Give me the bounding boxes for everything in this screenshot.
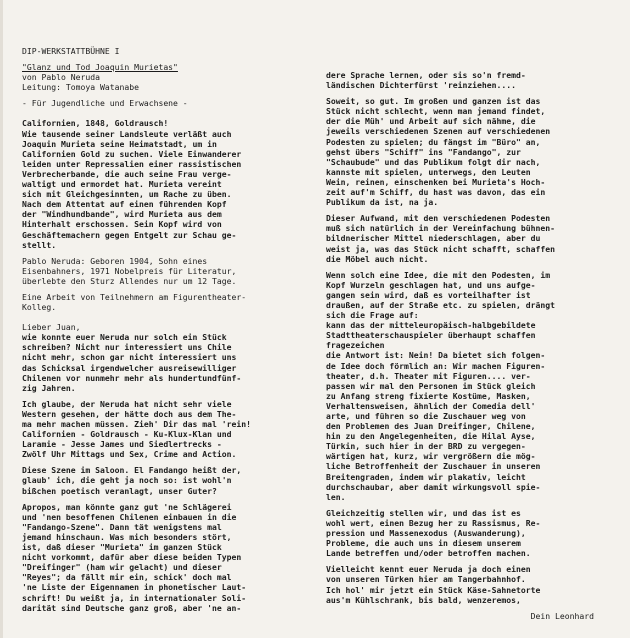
letter-paragraph [22,465,310,495]
letter-line: Probleme, die auch uns in diesem unserem [326,538,521,549]
letter-paragraph [326,270,608,502]
letter-line: nicht vorkommt, dafür aber diese beiden Typen [22,552,242,563]
letter-line: zu Anfang streng fixierte Kostüme, Masken, [326,390,531,401]
intro-line: Californien, 1848, Goldrausch! [22,118,169,129]
letter-line: von unseren Türken hier am Tangerbahnhof. [326,574,526,585]
credit-line: Kolleg. [22,302,57,313]
letter-line: muß sich natürlich in der Vereinfachung bühnen- [326,223,556,234]
letter-line: zig Jahren. [22,382,76,393]
letter-paragraph [22,502,310,613]
letter-line: Laramie - Jesse James und Siedlertrecks - [22,439,222,450]
letter-line: dere Sprache lernen, oder sis so'n fremd- [326,70,526,80]
page-edge [0,0,3,638]
right-column [326,70,608,621]
letter-line: pression und Massenexodus (Auswanderung), [326,528,526,539]
letter-line: fragezeichen [326,340,385,351]
intro-line: Verbrecherbande, die auch seine Frau verge- [22,168,232,179]
letter-line: 'ne Liste der Eigennamen in phonetischer Laut- [22,582,247,593]
letter-line: Publikum da ist, na ja. [326,197,439,208]
letter-line: Wein, reinen, einschenken bei Murieta's Hoch- [326,176,546,187]
author-line: von Pablo Neruda [22,72,100,83]
letter-line: durchschaubar, aber damit wirkungsvoll spie- [326,481,541,492]
direction-line: Leitung: Tomoya Watanabe [22,82,139,93]
intro-line: sich mit Gleichgesinnten, um Rache zu üben. [22,189,232,200]
letter-line: hin zu den Angelegenheiten, die Hilal Ayse, [326,431,536,442]
credit-line: Eine Arbeit von Teilnehmern am Figurentheater- [22,291,247,302]
letter-line: Breitengraden, indem wir plakativ, leicht [326,471,526,482]
letter-line: den Problemen des Juan Dreifinger, Chilene, [326,421,536,432]
letter-line: Chilenen vor nunmehr mehr als hundertundfünf- [22,372,242,383]
letter-line: len. [326,491,346,502]
letter-line: Kopf Wurzeln geschlagen hat, und uns aufge- [326,279,536,290]
letter-paragraph [326,564,608,604]
intro-line: Nach dem Attentat auf einen führenden Kopf [22,199,227,210]
letter-line: nicht mehr, schon gar nicht interessiert uns [22,352,237,363]
intro-line: Wie tausende seiner Landsleute verläßt auch [22,128,232,139]
bio-line: Eisenbahners, 1971 Nobelpreis für Literatur, [22,265,237,276]
intro-line: stellt. [22,239,57,250]
letter-line: kann das der mitteleuropäisch-halbgebildete [326,320,536,331]
letter-line: zeit auf'm Schiff, du hast was davon, das ein [326,187,546,198]
theater-name: DIP-WERKSTATTBÜHNE I [22,46,120,56]
letter-line: Diese Szene im Saloon. El Fandango heißt der, [22,465,242,476]
letter-line: Californien - Goldrausch - Ku-Klux-Klan und [22,429,232,440]
letter-line: Verhaltensweisen, ähnlich der Comedia dell' [326,400,536,411]
letter-line: liche Betroffenheit der Zuschauer in unseren [326,461,541,472]
letter-line: jemand hinschaun. Was mich besonders stört, [22,531,232,542]
intro-line: Joaquin Murieta seine Heimatstadt, um in [22,138,217,149]
letter-line: glaub' ich, die geht ja noch so: ist wohl'n [22,475,232,486]
letter-line: jeweils verschiedenen Szenen auf verschiedenen [326,126,551,137]
letter-line: Western gesehen, der hätte doch aus dem The- [22,408,237,419]
bio-line: Pablo Neruda: Geboren 1904, Sohn eines [22,255,208,266]
letter-paragraph [326,96,608,207]
letter-line: Stadttheaterschauspieler überhaupt schaffen [326,330,536,341]
letter-line: kannste mit spielen, unterwegs, den Leuten [326,166,531,177]
letter-line: Dieser Aufwand, mit den verschiedenen Podesten [326,213,551,224]
letter-line: theater, d.h. Theater mit Figuren.... ver- [326,370,531,381]
intro-line: waltigt und ermordet hat. Murieta vereint [22,179,222,190]
letter-paragraph [22,332,310,393]
letter-line: Gleichzeitig stellen wir, und das ist es [326,507,521,518]
letter-line: Ich glaube, der Neruda hat nicht sehr viele [22,398,232,409]
bio-line: überlebte den Sturz Allendes nur um 12 Tage. [22,275,237,286]
intro-line: Californien Gold zu suchen. Viele Einwanderer [22,148,242,159]
letter-line: passen wir mal den Personen im Stück gleich [326,380,536,391]
letter-line: Vielleicht kennt euer Neruda ja doch einen [326,564,531,575]
letter-line: schrift! Du weißt ja, in internationaler Soli- [22,592,247,603]
letter-line: Ich hol' mir jetzt ein Stück Käse-Sahnetorte [326,584,541,595]
letter-line: Soweit, so gut. Im großen und ganzen ist das [326,96,541,107]
audience-line: - Für Jugendliche und Erwachsene - [22,98,188,109]
letter-line: Wenn solch eine Idee, die mit den Podesten, im [326,269,551,280]
letter-line: draußen, auf der Straße etc. zu spielen, drängt [326,299,556,310]
letter-line: "Schaubude" und das Publikum folgt dir nach, [326,156,541,167]
letter-line: bildnerischer Mittel niederschlagen, aber du [326,233,541,244]
letter-line: de Idee doch förmlich an: Wir machen Figuren- [326,360,546,371]
bio-paragraph [22,256,310,286]
intro-paragraph [22,118,310,249]
letter-line: sich die Frage auf: [326,310,419,321]
letter-line: ma mehr machen müssen. Zieh' Dir das mal 'rein! [22,419,252,429]
letter-line: ländischen Dichterfürst 'reinziehen.... [326,80,517,91]
letter-line: Lande betreffen und/oder betroffen machen. [326,548,531,559]
letter-line: Apropos, man könnte ganz gut 'ne Schlägerei [22,501,232,512]
intro-line: der "Windhundbande", wird Murieta aus dem [22,209,222,220]
letter-line: Stück nicht schlecht, wenn man jemand findet, [326,106,546,117]
intro-line: Hinterhalt erschossen. Sein Kopf wird von [22,219,222,230]
letter-line: "Fandango-Szene". Dann tät wenigstens mal [22,521,222,532]
letter-line: die Möbel auch nicht. [326,253,429,264]
letter-line: gehst übers "Schiff" ins "Fandango", zur [326,146,521,157]
letter-line: wie konnte euer Neruda nur solch ein Stück [22,332,227,343]
play-title: "Glanz und Tod Joaquin Murietas" [22,62,178,73]
letter-line: das Schicksal irgendwelcher ausreisewilliger [22,362,237,373]
letter-line: gangen sein wird, daß es vorteilhafter ist [326,289,531,300]
letter-salutation: Lieber Juan, [22,322,81,333]
intro-line: Geschäftemachern gegen Entgelt zur Schau ge- [22,229,237,240]
letter-line: bißchen poetisch veranlagt, unser Guter? [22,485,217,496]
letter-line: Podesten zu spielen; du fängst im "Büro" an, [326,136,541,147]
letter-line: ist, daß dieser "Murieta" im ganzen Stück [22,542,222,553]
letter-line: wohl wert, einen Bezug her zu Rassismus, Re- [326,517,541,528]
letter-line: die Antwort ist: Nein! Da bietet sich folgen- [326,350,546,361]
letter-line: "Dreifinger" (ham wir gelacht) und dieser [22,562,222,573]
letter-line: weist ja, was das Stück nicht schafft, schaffen [326,243,556,254]
letter-line: "Reyes"; da fällt mir ein, schick' doch mal [22,572,232,583]
letter-line: aus'm Kühlschrank, bis bald, wenzeremos, [326,594,521,605]
letter-paragraph [326,70,608,90]
letter-line: arte, und führen so die Zuschauer weg von [326,411,526,421]
letter-line: Zwölf Uhr Mittags und Sex, Crime and Action. [22,449,237,460]
letter-paragraph [326,213,608,263]
letter-paragraph [326,508,608,558]
letter-line: Türkin, such hier in der BRD zu vergegen- [326,441,526,452]
letter-line: darität sind Deutsche ganz groß, aber 'ne an- [22,602,242,613]
left-column [22,46,310,613]
letter-line: und 'nen besoffenen Chilenen einbauen in die [22,511,237,522]
credit-paragraph [22,292,310,312]
letter-line: wärtigen hat, kurz, wir vergrößern die mög- [326,451,536,462]
letter-signature: Dein Leonhard [530,610,594,621]
letter-line: schreiben? Nicht nur interessiert uns Chile [22,342,232,353]
intro-line: leiden unter Repressalien einer rassistischen [22,158,242,169]
letter-paragraph [22,399,310,460]
letter-line: der die Müh' und Arbeit auf sich nähme, die [326,116,536,127]
